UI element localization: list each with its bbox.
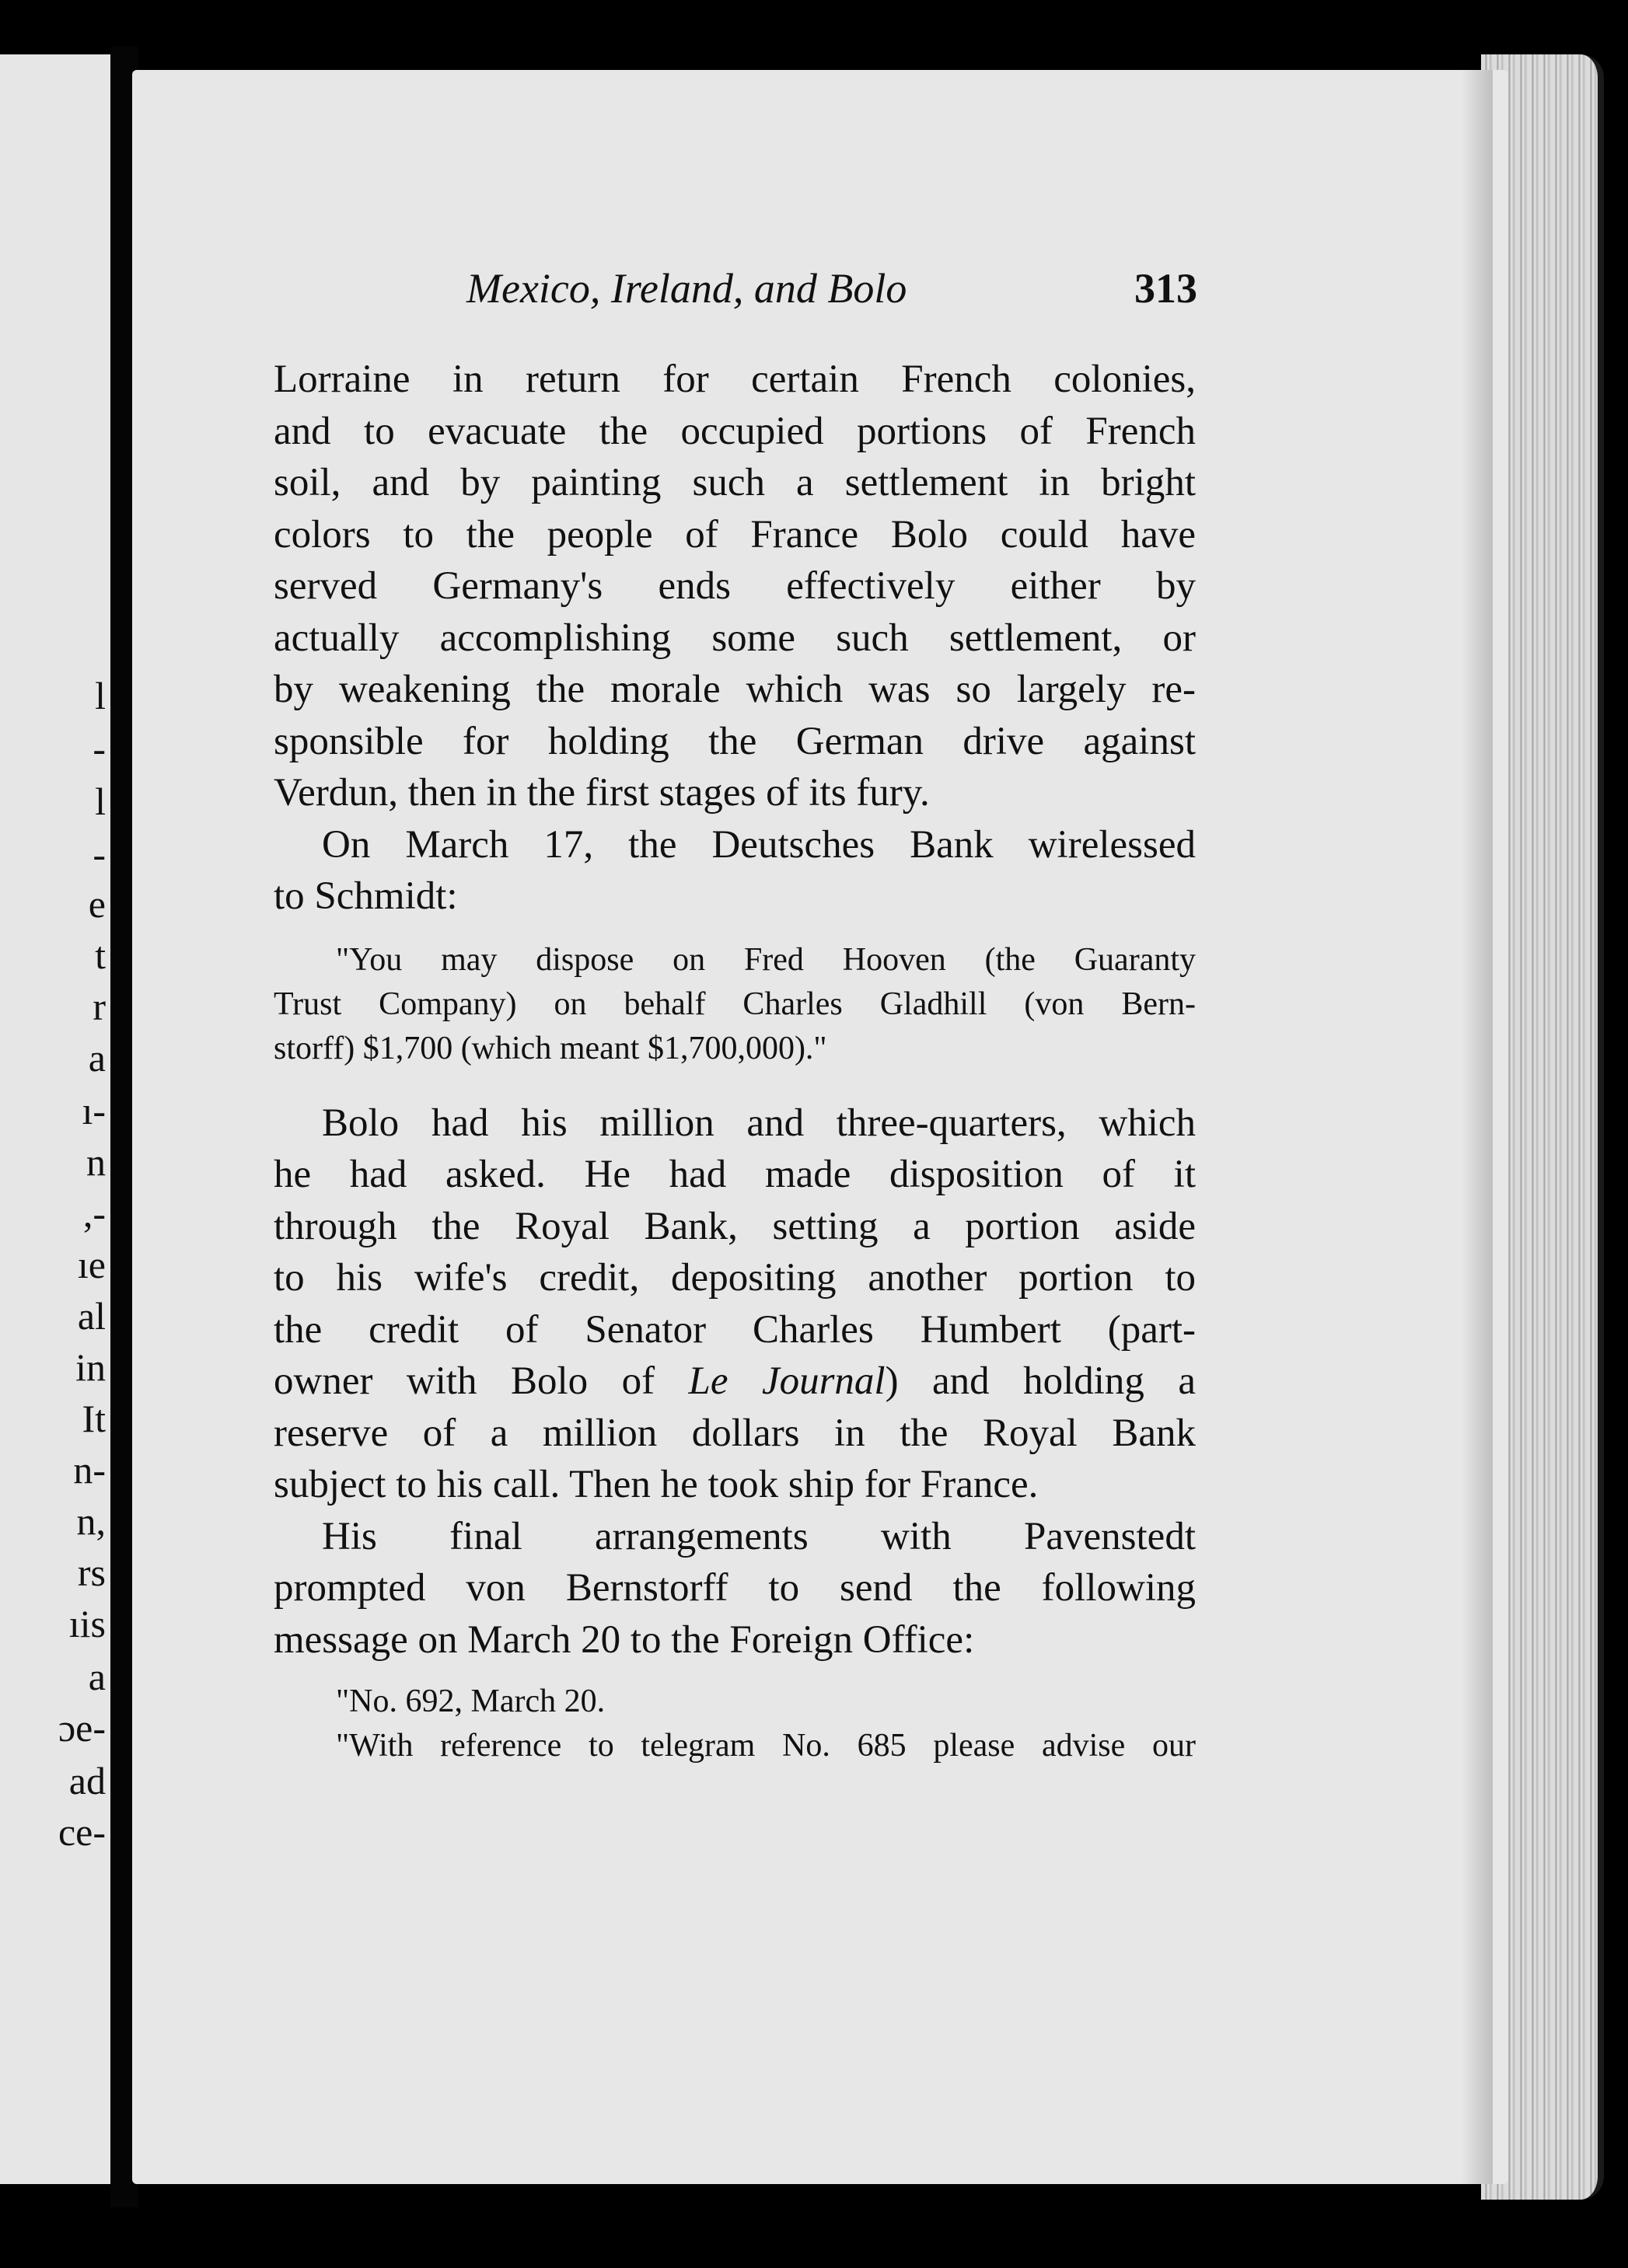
fragment: l xyxy=(95,780,106,823)
running-title: Mexico, Ireland, and Bolo xyxy=(466,265,907,312)
fragment: e xyxy=(88,882,106,926)
text-line: Bolo had his million and three-quarters, which xyxy=(322,1101,1196,1145)
quote-line: "With reference to telegram No. 685 please advise our xyxy=(336,1728,1196,1764)
fragment: - xyxy=(93,832,106,876)
text-line: reserve of a million dollars in the Royal Bank xyxy=(274,1411,1196,1455)
body-text xyxy=(274,354,1196,1768)
text-line: actually accomplishing some such settlement, or xyxy=(274,616,1196,660)
fragment: l xyxy=(95,674,106,717)
fragment: ı- xyxy=(82,1089,106,1132)
text-line: by weakening the morale which was so largely re- xyxy=(274,668,1196,711)
block-quote xyxy=(274,1680,1196,1768)
text-line: soil, and by painting such a settlement in bright xyxy=(274,461,1196,504)
fragment: n xyxy=(86,1140,106,1184)
fragment: It xyxy=(82,1397,106,1440)
text-line: sponsible for holding the German drive against xyxy=(274,719,1196,763)
fragment: ıis xyxy=(68,1602,106,1645)
fragment: in xyxy=(75,1345,106,1389)
quote-line: Trust Company) on behalf Charles Gladhill (von Bern- xyxy=(274,986,1196,1022)
fragment: ɔe- xyxy=(58,1706,106,1750)
fragment: t xyxy=(95,933,106,977)
page-number: 313 xyxy=(1134,265,1197,312)
text-line xyxy=(274,1356,1196,1408)
fragment: ,- xyxy=(82,1192,106,1235)
text-line: message on March 20 to the Foreign Office: xyxy=(274,1617,975,1662)
text-line: to his wife's credit, depositing another portion to xyxy=(274,1256,1196,1300)
text-run: owner with Bolo of xyxy=(274,1359,689,1403)
text-line: Verdun, then in the first stages of its fury. xyxy=(274,771,930,815)
fragment: - xyxy=(93,727,106,770)
page-edge-shadow xyxy=(1462,70,1493,2184)
facing-page-text-fragments xyxy=(0,54,110,2184)
text-line: On March 17, the Deutsches Bank wirelessed xyxy=(322,822,1196,867)
newspaper-title: Le Journal xyxy=(688,1359,886,1403)
text-line: subject to his call. Then he took ship for France. xyxy=(274,1463,1039,1506)
fragment: rs xyxy=(77,1551,106,1594)
facing-page xyxy=(0,54,118,2184)
paragraph xyxy=(274,819,1196,923)
quote-line: storff) $1,700 (which meant $1,700,000)." xyxy=(274,1030,827,1066)
fragment: al xyxy=(77,1294,106,1338)
fragment: a xyxy=(88,1036,106,1080)
text-line: served Germany's ends effectively either by xyxy=(274,564,1196,608)
block-quote xyxy=(274,938,1196,1071)
text-line: colors to the people of France Bolo could have xyxy=(274,512,1196,557)
fragment: n, xyxy=(76,1499,106,1543)
text-line: to Schmidt: xyxy=(274,874,458,918)
running-head xyxy=(272,264,1197,326)
fragment: r xyxy=(93,985,106,1028)
text-line: the credit of Senator Charles Humbert (part- xyxy=(274,1307,1196,1352)
quote-line: "No. 692, March 20. xyxy=(336,1684,606,1719)
quote-line: "You may dispose on Fred Hooven (the Guaranty xyxy=(336,941,1196,978)
fragment: ce- xyxy=(58,1810,106,1854)
paragraph xyxy=(274,1511,1196,1666)
paragraph xyxy=(274,1097,1196,1511)
fragment: ad xyxy=(68,1759,106,1802)
fragment: n- xyxy=(73,1448,106,1492)
text-line: through the Royal Bank, setting a portion aside xyxy=(274,1204,1196,1248)
text-line: Lorraine in return for certain French colonies, xyxy=(274,358,1196,401)
fragment: a xyxy=(88,1655,106,1698)
text-line: he had asked. He had made disposition of it xyxy=(274,1153,1196,1196)
text-line: prompted von Bernstorff to send the following xyxy=(274,1566,1196,1610)
paragraph xyxy=(274,354,1196,819)
fragment: ıe xyxy=(77,1243,106,1286)
text-line: His final arrangements with Pavenstedt xyxy=(322,1514,1196,1558)
text-line: and to evacuate the occupied portions of French xyxy=(274,409,1196,453)
text-run: ) and holding a xyxy=(885,1359,1196,1403)
